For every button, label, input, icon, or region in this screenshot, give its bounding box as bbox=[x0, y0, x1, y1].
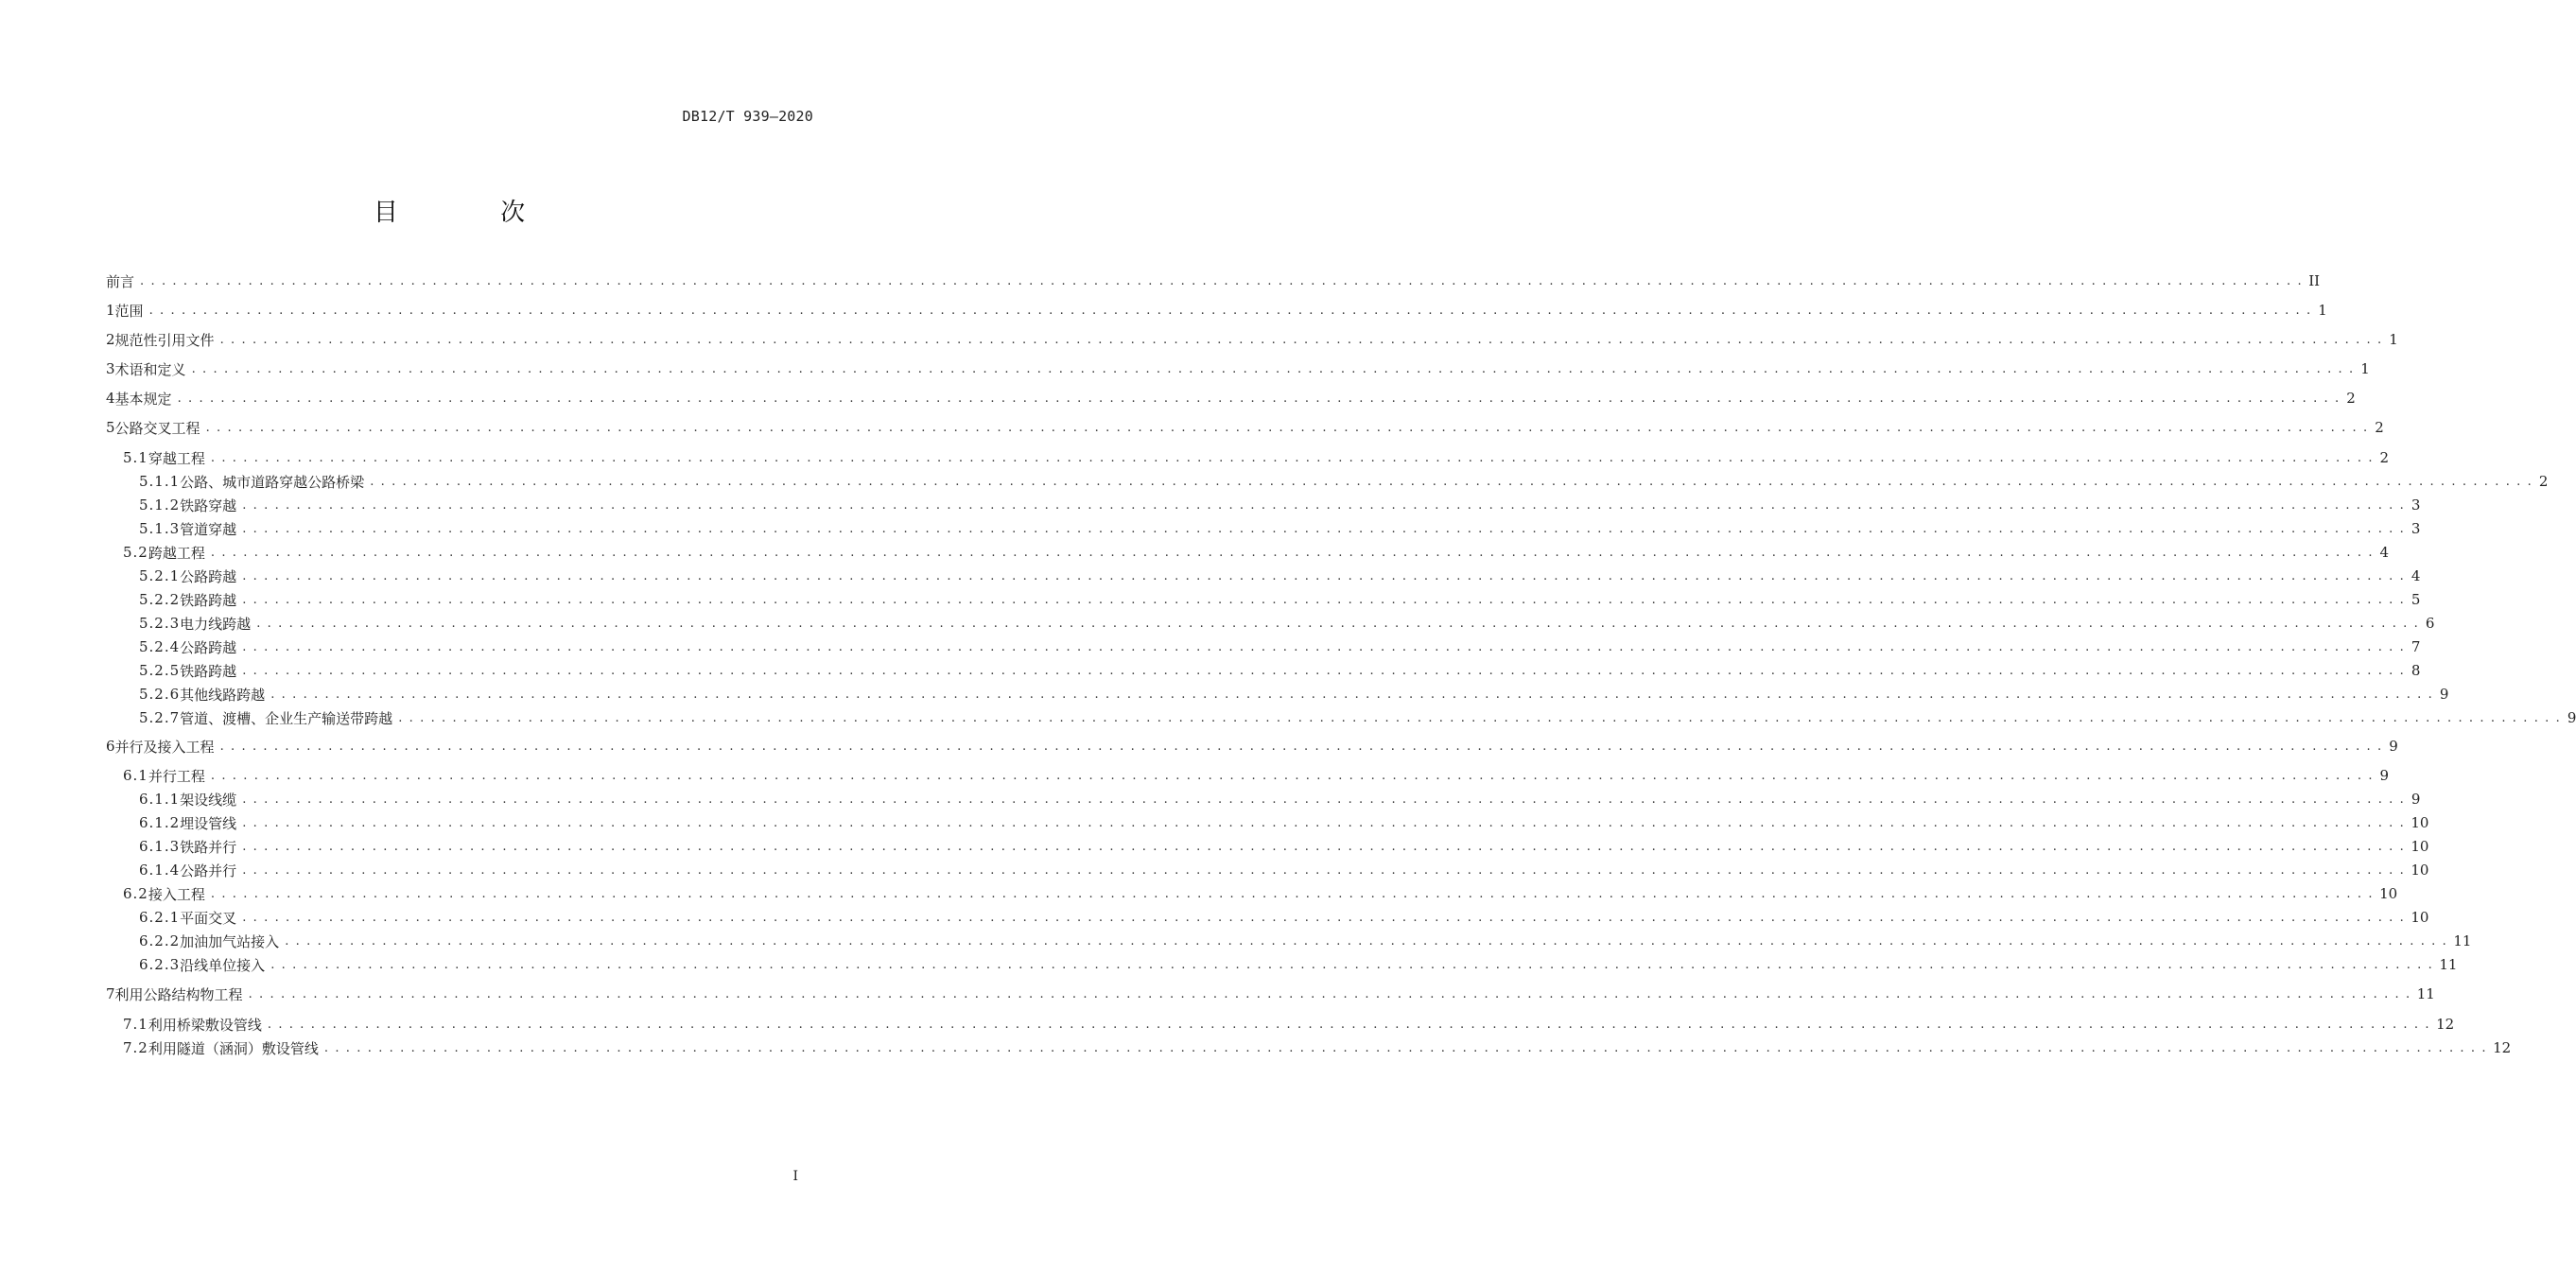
toc-entry-page: 1 bbox=[2389, 331, 2398, 348]
document-code: DB12/T 939—2020 bbox=[682, 108, 813, 125]
toc-entry-page: 11 bbox=[2416, 985, 2435, 1002]
toc-entry-page: 12 bbox=[2436, 1016, 2455, 1033]
toc-entry-label: 公路跨越 bbox=[180, 567, 237, 585]
toc-entry-label: 公路跨越 bbox=[180, 638, 237, 656]
toc-dot-leader: . . . . . . . . . . . . . . . . . . . . . . . . . . . . . . . . . . . . . . . . . . . . . . . . . . . . . . . . . . . . . . . . . . . . . . . . . . . . . . . . . . . . . . . . . . . . . . . . . . . . . . . . . . . . . . . . . . . . . . . . . . . . . . . . . . . . . . . . . . . . . . . . . . . . . . . . . . . . . . . . . . . . . . . . . . . . . . . . . . . . . . . . . . . . . . . . . . . . . . . . bbox=[140, 273, 2304, 288]
toc-entry[interactable] bbox=[106, 387, 2356, 409]
toc-entry-number: 5.1.2 bbox=[139, 496, 181, 514]
toc-dot-leader: . . . . . . . . . . . . . . . . . . . . . . . . . . . . . . . . . . . . . . . . . . . . . . . . . . . . . . . . . . . . . . . . . . . . . . . . . . . . . . . . . . . . . . . . . . . . . . . . . . . . . . . . . . . . . . . . . . . . . . . . . . . . . . . . . . . . . . . . . . . . . . . . . . . . . . . . . . . . . . . . . . . . . . . . . . . . . . . . . . . . . . . . . . . . . . . . . . . . . . . . bbox=[219, 739, 2383, 754]
toc-entry-number: 7 bbox=[106, 985, 115, 1002]
toc-dot-leader: . . . . . . . . . . . . . . . . . . . . . . . . . . . . . . . . . . . . . . . . . . . . . . . . . . . . . . . . . . . . . . . . . . . . . . . . . . . . . . . . . . . . . . . . . . . . . . . . . . . . . . . . . . . . . . . . . . . . . . . . . . . . . . . . . . . . . . . . . . . . . . . . . . . . . . . . . . . . . . . . . . . . . . . . . . . . . . . . . . . . . . . . . . . . . . . . . . . . . . . . bbox=[210, 768, 2375, 783]
toc-entry-label: 穿越工程 bbox=[148, 449, 205, 467]
toc-entry-label: 埋设管线 bbox=[180, 814, 237, 832]
toc-entry-number: 5 bbox=[106, 419, 115, 436]
toc-entry-number: 6.1.2 bbox=[139, 814, 181, 831]
toc-entry[interactable] bbox=[106, 612, 2435, 635]
toc-entry-number: 5.1.1 bbox=[139, 473, 181, 490]
toc-entry-label: 铁路并行 bbox=[180, 838, 237, 856]
toc-entry-label: 公路交叉工程 bbox=[114, 419, 200, 437]
toc-entry-page: 3 bbox=[2411, 520, 2421, 537]
toc-entry-label: 架设线缆 bbox=[180, 791, 237, 809]
toc-entry-number: 5.1 bbox=[123, 449, 148, 466]
toc-entry[interactable] bbox=[106, 565, 2421, 587]
toc-dot-leader: . . . . . . . . . . . . . . . . . . . . . . . . . . . . . . . . . . . . . . . . . . . . . . . . . . . . . . . . . . . . . . . . . . . . . . . . . . . . . . . . . . . . . . . . . . . . . . . . . . . . . . . . . . . . . . . . . . . . . . . . . . . . . . . . . . . . . . . . . . . . . . . . . . . . . . . . . . . . . . . . . . . . . . . . . . . . . . . . . . . . . . . . . . . . . . . . . . . . . . . . bbox=[210, 545, 2375, 560]
toc-entry-page: 2 bbox=[2538, 473, 2549, 490]
toc-entry-page: 9 bbox=[2379, 767, 2390, 784]
toc-entry-page: 9 bbox=[2439, 686, 2449, 703]
toc-entry-number: 5.2.1 bbox=[139, 567, 181, 584]
toc-entry-page: 1 bbox=[2360, 360, 2370, 377]
toc-entry[interactable] bbox=[106, 270, 2321, 292]
toc-dot-leader: . . . . . . . . . . . . . . . . . . . . . . . . . . . . . . . . . . . . . . . . . . . . . . . . . . . . . . . . . . . . . . . . . . . . . . . . . . . . . . . . . . . . . . . . . . . . . . . . . . . . . . . . . . . . . . . . . . . . . . . . . . . . . . . . . . . . . . . . . . . . . . . . . . . . . . . . . . . . . . . . . . . . . . . . . . . . . . . . . . . . . . . . . . . . . . . . . . . . . . . . bbox=[242, 497, 2406, 513]
toc-entry-page: 2 bbox=[2375, 419, 2384, 436]
toc-entry-label: 跨越工程 bbox=[148, 544, 205, 562]
toc-entry-page: 4 bbox=[2411, 567, 2421, 584]
toc-entry-page: 6 bbox=[2425, 615, 2435, 632]
toc-entry-number: 6.1.3 bbox=[139, 838, 181, 855]
toc-entry-number: 6.2 bbox=[123, 885, 148, 902]
toc-entry-label: 公路并行 bbox=[180, 862, 237, 879]
toc-entry-number: 7.2 bbox=[123, 1039, 148, 1056]
toc-entry-label: 加油加气站接入 bbox=[180, 932, 280, 950]
toc-dot-leader: . . . . . . . . . . . . . . . . . . . . . . . . . . . . . . . . . . . . . . . . . . . . . . . . . . . . . . . . . . . . . . . . . . . . . . . . . . . . . . . . . . . . . . . . . . . . . . . . . . . . . . . . . . . . . . . . . . . . . . . . . . . . . . . . . . . . . . . . . . . . . . . . . . . . . . . . . . . . . . . . . . . . . . . . . . . . . . . . . . . . . . . . . . . . . . . . . . . . . . . . bbox=[248, 986, 2411, 1001]
toc-entry-number: 5.2.2 bbox=[139, 591, 181, 608]
toc-entry-page: 12 bbox=[2493, 1039, 2512, 1056]
toc-entry-page: 5 bbox=[2411, 591, 2421, 608]
toc-entry[interactable] bbox=[106, 930, 2472, 952]
toc-entry[interactable] bbox=[106, 811, 2429, 834]
toc-entry-page: 7 bbox=[2411, 638, 2421, 655]
toc-entry-page: 8 bbox=[2411, 662, 2421, 679]
toc-entry-label: 前言 bbox=[106, 272, 135, 290]
toc-dot-leader: . . . . . . . . . . . . . . . . . . . . . . . . . . . . . . . . . . . . . . . . . . . . . . . . . . . . . . . . . . . . . . . . . . . . . . . . . . . . . . . . . . . . . . . . . . . . . . . . . . . . . . . . . . . . . . . . . . . . . . . . . . . . . . . . . . . . . . . . . . . . . . . . . . . . . . . . . . . . . . . . . . . . . . . . . . . . . . . . . . . . . . . . . . . . . . . . . . . . . . . . bbox=[323, 1040, 2488, 1055]
toc-dot-leader: . . . . . . . . . . . . . . . . . . . . . . . . . . . . . . . . . . . . . . . . . . . . . . . . . . . . . . . . . . . . . . . . . . . . . . . . . . . . . . . . . . . . . . . . . . . . . . . . . . . . . . . . . . . . . . . . . . . . . . . . . . . . . . . . . . . . . . . . . . . . . . . . . . . . . . . . . . . . . . . . . . . . . . . . . . . . . . . . . . . . . . . . . . . . . . . . . . . . . . . . bbox=[210, 450, 2375, 465]
toc-entry[interactable] bbox=[106, 357, 2370, 380]
toc-entry[interactable] bbox=[106, 735, 2398, 757]
toc-entry[interactable] bbox=[106, 953, 2458, 976]
toc-entry-number: 2 bbox=[106, 331, 115, 348]
toc-entry-label: 铁路穿越 bbox=[180, 496, 237, 514]
toc-entry-label: 公路、城市道路穿越公路桥梁 bbox=[180, 473, 365, 491]
toc-entry-number: 5.1.3 bbox=[139, 520, 181, 537]
toc-entry[interactable] bbox=[106, 494, 2421, 516]
toc-dot-leader: . . . . . . . . . . . . . . . . . . . . . . . . . . . . . . . . . . . . . . . . . . . . . . . . . . . . . . . . . . . . . . . . . . . . . . . . . . . . . . . . . . . . . . . . . . . . . . . . . . . . . . . . . . . . . . . . . . . . . . . . . . . . . . . . . . . . . . . . . . . . . . . . . . . . . . . . . . . . . . . . . . . . . . . . . . . . . . . . . . . . . . . . . . . . . . . . . . . . . . . . bbox=[242, 839, 2406, 854]
toc-dot-leader: . . . . . . . . . . . . . . . . . . . . . . . . . . . . . . . . . . . . . . . . . . . . . . . . . . . . . . . . . . . . . . . . . . . . . . . . . . . . . . . . . . . . . . . . . . . . . . . . . . . . . . . . . . . . . . . . . . . . . . . . . . . . . . . . . . . . . . . . . . . . . . . . . . . . . . . . . . . . . . . . . . . . . . . . . . . . . . . . . . . . . . . . . . . . . . . . . . . . . . . . bbox=[148, 303, 2312, 318]
toc-entry[interactable] bbox=[106, 299, 2327, 322]
toc-entry[interactable] bbox=[106, 636, 2421, 658]
toc-dot-leader: . . . . . . . . . . . . . . . . . . . . . . . . . . . . . . . . . . . . . . . . . . . . . . . . . . . . . . . . . . . . . . . . . . . . . . . . . . . . . . . . . . . . . . . . . . . . . . . . . . . . . . . . . . . . . . . . . . . . . . . . . . . . . . . . . . . . . . . . . . . . . . . . . . . . . . . . . . . . . . . . . . . . . . . . . . . . . . . . . . . . . . . . . . . . . . . . . . . . . . . . bbox=[205, 420, 2369, 435]
toc-entry-number: 5.2.4 bbox=[139, 638, 181, 655]
toc-entry-label: 管道、渡槽、企业生产输送带跨越 bbox=[180, 709, 393, 727]
toc-dot-leader: . . . . . . . . . . . . . . . . . . . . . . . . . . . . . . . . . . . . . . . . . . . . . . . . . . . . . . . . . . . . . . . . . . . . . . . . . . . . . . . . . . . . . . . . . . . . . . . . . . . . . . . . . . . . . . . . . . . . . . . . . . . . . . . . . . . . . . . . . . . . . . . . . . . . . . . . . . . . . . . . . . . . . . . . . . . . . . . . . . . . . . . . . . . . . . . . . . . . . . . . bbox=[219, 332, 2383, 347]
toc-entry-label: 接入工程 bbox=[148, 885, 205, 903]
toc-entry-number: 6.2.2 bbox=[139, 932, 181, 949]
toc-entry[interactable] bbox=[106, 328, 2398, 351]
toc-entry-label: 并行工程 bbox=[148, 767, 205, 785]
toc-entry-number: 6.1 bbox=[123, 767, 148, 784]
toc-dot-leader: . . . . . . . . . . . . . . . . . . . . . . . . . . . . . . . . . . . . . . . . . . . . . . . . . . . . . . . . . . . . . . . . . . . . . . . . . . . . . . . . . . . . . . . . . . . . . . . . . . . . . . . . . . . . . . . . . . . . . . . . . . . . . . . . . . . . . . . . . . . . . . . . . . . . . . . . . . . . . . . . . . . . . . . . . . . . . . . . . . . . . . . . . . . . . . . . . . . . . . . . bbox=[242, 792, 2406, 807]
toc-entry-number: 5.2.5 bbox=[139, 662, 181, 679]
toc-entry-number: 3 bbox=[106, 360, 115, 377]
toc-entry-page: 9 bbox=[2567, 709, 2576, 726]
toc-entry-label: 电力线跨越 bbox=[180, 615, 252, 633]
toc-dot-leader: . . . . . . . . . . . . . . . . . . . . . . . . . . . . . . . . . . . . . . . . . . . . . . . . . . . . . . . . . . . . . . . . . . . . . . . . . . . . . . . . . . . . . . . . . . . . . . . . . . . . . . . . . . . . . . . . . . . . . . . . . . . . . . . . . . . . . . . . . . . . . . . . . . . . . . . . . . . . . . . . . . . . . . . . . . . . . . . . . . . . . . . . . . . . . . . . . . . . . . . . bbox=[242, 663, 2406, 678]
toc-entry[interactable] bbox=[106, 446, 2390, 469]
toc-title: 目 次 bbox=[373, 199, 573, 227]
toc-entry-page: 2 bbox=[2346, 390, 2356, 407]
toc-entry[interactable] bbox=[106, 541, 2390, 564]
toc-entry-page: 9 bbox=[2389, 738, 2398, 755]
toc-dot-leader: . . . . . . . . . . . . . . . . . . . . . . . . . . . . . . . . . . . . . . . . . . . . . . . . . . . . . . . . . . . . . . . . . . . . . . . . . . . . . . . . . . . . . . . . . . . . . . . . . . . . . . . . . . . . . . . . . . . . . . . . . . . . . . . . . . . . . . . . . . . . . . . . . . . . . . . . . . . . . . . . . . . . . . . . . . . . . . . . . . . . . . . . . . . . . . . . . . . . . . . . bbox=[242, 592, 2406, 607]
toc-entry-label: 利用桥梁敷设管线 bbox=[148, 1016, 262, 1034]
toc-entry-label: 术语和定义 bbox=[114, 360, 186, 378]
toc-entry-page: 11 bbox=[2439, 956, 2458, 973]
toc-entry-label: 利用公路结构物工程 bbox=[114, 985, 243, 1003]
toc-entry-number: 5.2.6 bbox=[139, 686, 181, 703]
toc-entry-page: 10 bbox=[2411, 862, 2429, 879]
toc-entry[interactable] bbox=[106, 683, 2449, 705]
toc-entry-number: 7.1 bbox=[123, 1016, 148, 1033]
toc-entry-label: 规范性引用文件 bbox=[114, 331, 215, 349]
toc-dot-leader: . . . . . . . . . . . . . . . . . . . . . . . . . . . . . . . . . . . . . . . . . . . . . . . . . . . . . . . . . . . . . . . . . . . . . . . . . . . . . . . . . . . . . . . . . . . . . . . . . . . . . . . . . . . . . . . . . . . . . . . . . . . . . . . . . . . . . . . . . . . . . . . . . . . . . . . . . . . . . . . . . . . . . . . . . . . . . . . . . . . . . . . . . . . . . . . . . . . . . . . . bbox=[256, 616, 2420, 631]
toc-dot-leader: . . . . . . . . . . . . . . . . . . . . . . . . . . . . . . . . . . . . . . . . . . . . . . . . . . . . . . . . . . . . . . . . . . . . . . . . . . . . . . . . . . . . . . . . . . . . . . . . . . . . . . . . . . . . . . . . . . . . . . . . . . . . . . . . . . . . . . . . . . . . . . . . . . . . . . . . . . . . . . . . . . . . . . . . . . . . . . . . . . . . . . . . . . . . . . . . . . . . . . . . bbox=[210, 886, 2375, 901]
toc-entry-number: 6.1.4 bbox=[139, 862, 181, 879]
toc-entry-label: 范围 bbox=[114, 302, 144, 320]
toc-entry-number: 5.2.7 bbox=[139, 709, 181, 726]
toc-entry-page: 9 bbox=[2411, 791, 2421, 808]
toc-entry[interactable] bbox=[106, 906, 2429, 929]
toc-entry-number: 6.2.1 bbox=[139, 909, 181, 926]
toc-entry-page: 1 bbox=[2318, 302, 2327, 319]
toc-entry-label: 平面交叉 bbox=[180, 909, 237, 927]
toc-entry-number: 6.2.3 bbox=[139, 956, 181, 973]
toc-entry-page: 3 bbox=[2411, 496, 2421, 514]
toc-entry-label: 铁路跨越 bbox=[180, 591, 237, 609]
toc-entry-page: 10 bbox=[2379, 885, 2398, 902]
toc-entry[interactable] bbox=[106, 517, 2421, 540]
toc-entry-number: 5.2.3 bbox=[139, 615, 181, 632]
toc-dot-leader: . . . . . . . . . . . . . . . . . . . . . . . . . . . . . . . . . . . . . . . . . . . . . . . . . . . . . . . . . . . . . . . . . . . . . . . . . . . . . . . . . . . . . . . . . . . . . . . . . . . . . . . . . . . . . . . . . . . . . . . . . . . . . . . . . . . . . . . . . . . . . . . . . . . . . . . . . . . . . . . . . . . . . . . . . . . . . . . . . . . . . . . . . . . . . . . . . . . . . . . . bbox=[177, 391, 2341, 406]
toc-entry-page: II bbox=[2308, 272, 2321, 289]
toc-dot-leader: . . . . . . . . . . . . . . . . . . . . . . . . . . . . . . . . . . . . . . . . . . . . . . . . . . . . . . . . . . . . . . . . . . . . . . . . . . . . . . . . . . . . . . . . . . . . . . . . . . . . . . . . . . . . . . . . . . . . . . . . . . . . . . . . . . . . . . . . . . . . . . . . . . . . . . . . . . . . . . . . . . . . . . . . . . . . . . . . . . . . . . . . . . . . . . . . . . . . . . . . bbox=[270, 687, 2434, 702]
toc-entry[interactable] bbox=[106, 859, 2429, 881]
toc-entry-label: 并行及接入工程 bbox=[114, 738, 215, 756]
toc-dot-leader: . . . . . . . . . . . . . . . . . . . . . . . . . . . . . . . . . . . . . . . . . . . . . . . . . . . . . . . . . . . . . . . . . . . . . . . . . . . . . . . . . . . . . . . . . . . . . . . . . . . . . . . . . . . . . . . . . . . . . . . . . . . . . . . . . . . . . . . . . . . . . . . . . . . . . . . . . . . . . . . . . . . . . . . . . . . . . . . . . . . . . . . . . . . . . . . . . . . . . . . . bbox=[398, 710, 2562, 725]
toc-entry[interactable] bbox=[106, 983, 2435, 1005]
toc-dot-leader: . . . . . . . . . . . . . . . . . . . . . . . . . . . . . . . . . . . . . . . . . . . . . . . . . . . . . . . . . . . . . . . . . . . . . . . . . . . . . . . . . . . . . . . . . . . . . . . . . . . . . . . . . . . . . . . . . . . . . . . . . . . . . . . . . . . . . . . . . . . . . . . . . . . . . . . . . . . . . . . . . . . . . . . . . . . . . . . . . . . . . . . . . . . . . . . . . . . . . . . . bbox=[267, 1017, 2431, 1032]
toc-dot-leader: . . . . . . . . . . . . . . . . . . . . . . . . . . . . . . . . . . . . . . . . . . . . . . . . . . . . . . . . . . . . . . . . . . . . . . . . . . . . . . . . . . . . . . . . . . . . . . . . . . . . . . . . . . . . . . . . . . . . . . . . . . . . . . . . . . . . . . . . . . . . . . . . . . . . . . . . . . . . . . . . . . . . . . . . . . . . . . . . . . . . . . . . . . . . . . . . . . . . . . . . bbox=[370, 474, 2533, 489]
toc-entry[interactable] bbox=[106, 470, 2549, 493]
toc-entry-page: 10 bbox=[2411, 814, 2429, 831]
toc-entry-number: 5.2 bbox=[123, 544, 148, 561]
toc-dot-leader: . . . . . . . . . . . . . . . . . . . . . . . . . . . . . . . . . . . . . . . . . . . . . . . . . . . . . . . . . . . . . . . . . . . . . . . . . . . . . . . . . . . . . . . . . . . . . . . . . . . . . . . . . . . . . . . . . . . . . . . . . . . . . . . . . . . . . . . . . . . . . . . . . . . . . . . . . . . . . . . . . . . . . . . . . . . . . . . . . . . . . . . . . . . . . . . . . . . . . . . . bbox=[242, 639, 2406, 654]
toc-entry[interactable] bbox=[106, 416, 2384, 439]
toc-entry-page: 10 bbox=[2411, 909, 2429, 926]
toc-entry-label: 管道穿越 bbox=[180, 520, 237, 538]
toc-entry[interactable] bbox=[106, 1013, 2455, 1036]
toc-dot-leader: . . . . . . . . . . . . . . . . . . . . . . . . . . . . . . . . . . . . . . . . . . . . . . . . . . . . . . . . . . . . . . . . . . . . . . . . . . . . . . . . . . . . . . . . . . . . . . . . . . . . . . . . . . . . . . . . . . . . . . . . . . . . . . . . . . . . . . . . . . . . . . . . . . . . . . . . . . . . . . . . . . . . . . . . . . . . . . . . . . . . . . . . . . . . . . . . . . . . . . . . bbox=[285, 933, 2448, 949]
toc-dot-leader: . . . . . . . . . . . . . . . . . . . . . . . . . . . . . . . . . . . . . . . . . . . . . . . . . . . . . . . . . . . . . . . . . . . . . . . . . . . . . . . . . . . . . . . . . . . . . . . . . . . . . . . . . . . . . . . . . . . . . . . . . . . . . . . . . . . . . . . . . . . . . . . . . . . . . . . . . . . . . . . . . . . . . . . . . . . . . . . . . . . . . . . . . . . . . . . . . . . . . . . . bbox=[242, 862, 2406, 878]
toc-entry[interactable] bbox=[106, 659, 2421, 682]
toc-entry[interactable] bbox=[106, 835, 2429, 858]
toc-dot-leader: . . . . . . . . . . . . . . . . . . . . . . . . . . . . . . . . . . . . . . . . . . . . . . . . . . . . . . . . . . . . . . . . . . . . . . . . . . . . . . . . . . . . . . . . . . . . . . . . . . . . . . . . . . . . . . . . . . . . . . . . . . . . . . . . . . . . . . . . . . . . . . . . . . . . . . . . . . . . . . . . . . . . . . . . . . . . . . . . . . . . . . . . . . . . . . . . . . . . . . . . bbox=[242, 521, 2406, 536]
toc-entry[interactable] bbox=[106, 882, 2398, 905]
toc-dot-leader: . . . . . . . . . . . . . . . . . . . . . . . . . . . . . . . . . . . . . . . . . . . . . . . . . . . . . . . . . . . . . . . . . . . . . . . . . . . . . . . . . . . . . . . . . . . . . . . . . . . . . . . . . . . . . . . . . . . . . . . . . . . . . . . . . . . . . . . . . . . . . . . . . . . . . . . . . . . . . . . . . . . . . . . . . . . . . . . . . . . . . . . . . . . . . . . . . . . . . . . . bbox=[242, 568, 2406, 583]
toc-entry-number: 4 bbox=[106, 390, 115, 407]
toc-entry-label: 利用隧道（涵洞）敷设管线 bbox=[148, 1039, 319, 1057]
toc-entry-page: 11 bbox=[2453, 932, 2472, 949]
toc-entry[interactable] bbox=[106, 764, 2390, 787]
toc-entry[interactable] bbox=[106, 788, 2421, 810]
toc-dot-leader: . . . . . . . . . . . . . . . . . . . . . . . . . . . . . . . . . . . . . . . . . . . . . . . . . . . . . . . . . . . . . . . . . . . . . . . . . . . . . . . . . . . . . . . . . . . . . . . . . . . . . . . . . . . . . . . . . . . . . . . . . . . . . . . . . . . . . . . . . . . . . . . . . . . . . . . . . . . . . . . . . . . . . . . . . . . . . . . . . . . . . . . . . . . . . . . . . . . . . . . . bbox=[242, 815, 2406, 830]
toc-dot-leader: . . . . . . . . . . . . . . . . . . . . . . . . . . . . . . . . . . . . . . . . . . . . . . . . . . . . . . . . . . . . . . . . . . . . . . . . . . . . . . . . . . . . . . . . . . . . . . . . . . . . . . . . . . . . . . . . . . . . . . . . . . . . . . . . . . . . . . . . . . . . . . . . . . . . . . . . . . . . . . . . . . . . . . . . . . . . . . . . . . . . . . . . . . . . . . . . . . . . . . . . bbox=[242, 910, 2406, 925]
toc-entry-number: 1 bbox=[106, 302, 115, 319]
toc-entry-label: 沿线单位接入 bbox=[180, 956, 266, 974]
toc-entry[interactable] bbox=[106, 588, 2421, 611]
toc-entry[interactable] bbox=[106, 706, 2576, 729]
page-number: I bbox=[792, 1169, 798, 1184]
toc-dot-leader: . . . . . . . . . . . . . . . . . . . . . . . . . . . . . . . . . . . . . . . . . . . . . . . . . . . . . . . . . . . . . . . . . . . . . . . . . . . . . . . . . . . . . . . . . . . . . . . . . . . . . . . . . . . . . . . . . . . . . . . . . . . . . . . . . . . . . . . . . . . . . . . . . . . . . . . . . . . . . . . . . . . . . . . . . . . . . . . . . . . . . . . . . . . . . . . . . . . . . . . . bbox=[191, 361, 2355, 376]
toc-entry-label: 铁路跨越 bbox=[180, 662, 237, 680]
toc-dot-leader: . . . . . . . . . . . . . . . . . . . . . . . . . . . . . . . . . . . . . . . . . . . . . . . . . . . . . . . . . . . . . . . . . . . . . . . . . . . . . . . . . . . . . . . . . . . . . . . . . . . . . . . . . . . . . . . . . . . . . . . . . . . . . . . . . . . . . . . . . . . . . . . . . . . . . . . . . . . . . . . . . . . . . . . . . . . . . . . . . . . . . . . . . . . . . . . . . . . . . . . . bbox=[270, 957, 2434, 972]
toc-entry-label: 其他线路跨越 bbox=[180, 686, 266, 704]
toc-entry-label: 基本规定 bbox=[114, 390, 172, 408]
toc-entry-number: 6 bbox=[106, 738, 115, 755]
toc-entry-page: 4 bbox=[2379, 544, 2390, 561]
toc-entry-number: 6.1.1 bbox=[139, 791, 181, 808]
toc-entry-page: 10 bbox=[2411, 838, 2429, 855]
toc-entry[interactable] bbox=[106, 1036, 2512, 1059]
toc-entry-page: 2 bbox=[2379, 449, 2390, 466]
